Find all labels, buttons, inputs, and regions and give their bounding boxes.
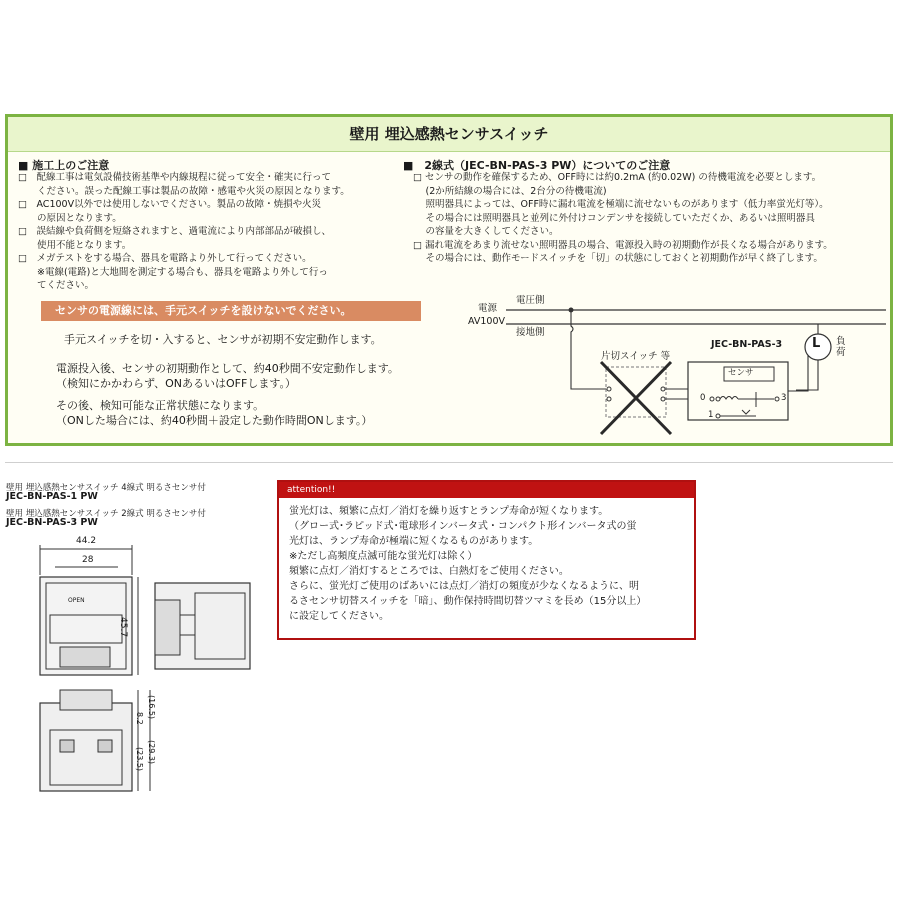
attention-line: ※ただし高頻度点滅可能な蛍光灯は除く） [289,551,478,562]
list-item: てください。 [18,280,95,291]
voltage-side-label: 電圧側 [516,295,545,306]
product-model-2: JEC-BN-PAS-3 PW [6,517,98,528]
list-item: (2か所結線の場合には、2台分の待機電流) [413,185,607,197]
attention-line: （グロー式･ラピッド式･電球形インバータ式・コンパクト形インバータ式の蛍 [289,521,637,532]
list-item: □ メガテストをする場合、器具を電路より外して行ってください。 [18,253,312,264]
dimension-depth-b: (16.5) [147,695,156,720]
dimension-width-outer: 44.2 [76,536,97,546]
installation-notes-list [18,171,350,293]
list-item: 使用不能となります。 [18,239,132,251]
attention-text [289,504,646,624]
attention-line: 光灯は、ランプ寿命が極端に短くなるものがあります。 [289,536,539,547]
dimension-depth-a: 8.2 [135,712,144,725]
list-item: その場合には照明器具と並列に外付けコンデンサを接続していただくか、あるいは照明器具 [413,212,815,224]
dimension-drawings [20,535,270,800]
ground-side-label: 接地側 [516,327,545,338]
list-item: ください。誤った配線工事は製品の故障・感電や火災の原因となります。 [18,185,350,197]
terminal-3: 3 [781,393,787,403]
load-symbol: L [812,336,821,351]
voltage-label: AV100V [468,316,506,327]
product-line-1: 壁用 埋込感熱センサスイッチ 4線式 明るさセンサ付 [6,483,206,493]
attention-header: attention!! [279,482,694,498]
wiring-diagram [456,292,886,442]
list-item: □ 漏れ電流をあまり流せない照明器具の場合、電源投入時の初期動作が長くなる場合があります。 [413,239,833,251]
section-divider [5,462,893,463]
list-item: 照明器具によっては、OFF時に漏れ電流を極端に流せないものがあります（低力率蛍光灯等）。 [413,199,829,210]
body-line: （ONした場合には、約40秒間＋設定した動作時間ONします。） [56,414,373,427]
list-item: の容量を大きくしてください。 [413,226,559,237]
list-item: ※電線(電路)と大地間を測定する場合も、器具を電路より外して行っ [18,266,328,278]
dimension-depth-d: (29.3) [147,740,156,765]
notice-panel [5,114,893,446]
warning-bar: センサの電源線には、手元スイッチを設けないでください。 [41,301,421,321]
list-item: の原因となります。 [18,212,122,224]
attention-line: に設定してください。 [289,611,389,622]
installation-notes-heading: ■ 施工上のご注意 [18,159,110,172]
panel-title: 壁用 埋込感熱センサスイッチ [8,117,890,152]
list-item: □ AC100V以外では使用しないでください。製品の故障・焼損や火災 [18,199,322,210]
attention-line: るさセンサ切替スイッチを「暗」、動作保持時間切替ツマミを長め（15分以上） [289,596,647,607]
switch-label: 片切スイッチ 等 [601,351,671,362]
attention-line: さらに、蛍光灯ご使用のばあいには点灯／消灯の頻度が少なくなるように、明 [289,581,639,592]
two-wire-notes-list [413,171,833,266]
list-item: □ センサの動作を確保するため、OFF時には約0.2mA (約0.02W) の待機電流を必要とします。 [413,172,822,183]
body-line: その後、検知可能な正常状態になります。 [56,399,265,412]
attention-box [277,480,696,640]
wiring-diagram-svg [456,292,886,442]
product-model-1: JEC-BN-PAS-1 PW [6,491,98,502]
terminal-0: 0 [700,393,706,403]
two-wire-notes-heading: ■ 2線式（JEC-BN-PAS-3 PW）についてのご注意 [403,159,671,172]
list-item: その場合には、動作モードスイッチを「切」の状態にしておくと初期動作が早く終了します。 [413,253,823,264]
body-line: （検知にかかわらず、ONあるいはOFFします。） [56,377,296,390]
model-label: JEC-BN-PAS-3 [711,339,783,350]
terminal-1: 1 [708,410,714,420]
dimension-height: 45.7 [118,617,128,638]
dimension-drawings-svg [20,535,270,800]
attention-line: 頻繁に点灯／消灯するところでは、白熱灯をご使用ください。 [289,566,569,577]
body-line: 手元スイッチを切・入すると、センサが初期不安定動作します。 [64,333,382,346]
list-item: □ 誤結線や負荷側を短絡されますと、過電流により内部部品が破損し、 [18,226,331,237]
attention-line: 蛍光灯は、頻繁に点灯／消灯を繰り返すとランプ寿命が短くなります。 [289,506,609,517]
product-line-2: 壁用 埋込感熱センサスイッチ 2線式 明るさセンサ付 [6,509,206,519]
power-label: 電源 [478,303,498,314]
list-item: □ 配線工事は電気設備技術基準や内線規程に従って安全・確実に行って [18,172,331,183]
open-label: OPEN [68,597,85,604]
dimension-depth-c: (23.5) [135,747,144,772]
sensor-label: センサ [728,368,754,378]
load-label: 負荷 [836,336,846,358]
dimension-width-inner: 28 [82,555,94,565]
body-line: 電源投入後、センサの初期動作として、約40秒間不安定動作します。 [56,362,399,375]
